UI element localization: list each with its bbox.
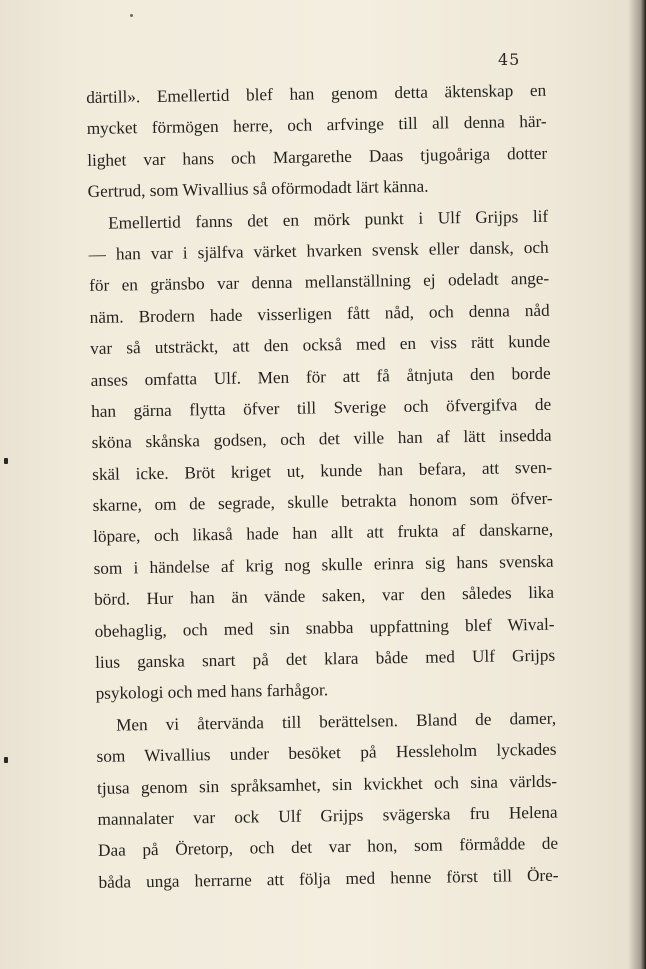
text-line: båda unga herrarne att följa med henne först till Öre- <box>98 865 559 892</box>
text-line: psykologi och med hans farhågor. <box>95 680 329 704</box>
text-line: Men vi återvända till berättelsen. Bland de damer, <box>115 708 557 735</box>
text-line: skarne, om de segrade, skulle betrakta honom som öfver- <box>92 488 553 516</box>
text-line: — han var i själfva värket hvarken svensk eller dansk, och <box>88 237 549 264</box>
margin-mark <box>4 458 8 464</box>
text-line: lighet var hans och Margarethe Daas tjugoåriga dotter <box>87 143 548 170</box>
text-line: därtill». Emellertid blef han genom detta äktenskap en <box>86 80 547 107</box>
text-line: tjusa genom sin språksamhet, sin kvickhet och sina världs- <box>96 771 558 798</box>
text-line: mannalater var ock Ulf Grijps svägerska fru Helena <box>97 802 558 829</box>
text-line: anses omfatta Ulf. Men för att få åtnjuta den borde <box>90 363 551 390</box>
text-line: sköna skånska godsen, och det ville han af lätt insedda <box>91 426 552 453</box>
text-line: skäl icke. Bröt kriget ut, kunde han befara, att sven- <box>92 457 553 484</box>
text-line: börd. Hur han än vände saken, var den således lika <box>93 582 555 610</box>
text-line: löpare, och likaså hade han allt att frukta af danskarne, <box>92 520 554 547</box>
text-line: som Wivallius under besöket på Hessleholm lyckades <box>96 739 557 767</box>
margin-mark <box>4 757 8 763</box>
text-line: Gertrud, som Wivallius så oförmodadt lärt känna. <box>87 176 429 202</box>
body-text <box>86 75 559 898</box>
text-line: mycket förmögen herre, och arfvinge till all denna här- <box>86 112 547 139</box>
text-line: Daa på Öretorp, och det var hon, som förmådde de <box>97 834 559 861</box>
page-number: 45 <box>498 50 521 69</box>
paper-speck <box>130 14 133 17</box>
text-line: obehaglig, och med sin snabba uppfattning blef Wival- <box>94 614 555 641</box>
text-line: Emellertid fanns det en mörk punkt i Ulf Grijps lif <box>108 206 549 233</box>
text-line: lius ganska snart på det klara både med Ulf Grijps <box>94 645 556 672</box>
text-line: som i händelse af krig nog skulle erinra sig hans svenska <box>93 551 554 578</box>
text-line: han gärna flytta öfver till Sverige och öfvergifva de <box>91 394 552 421</box>
text-line: näm. Brodern hade visserligen fått nåd, och denna nåd <box>89 300 550 327</box>
text-line: för en gränsbo var denna mellanställning ej odeladt ange- <box>89 269 550 296</box>
text-line: var så utsträckt, att den också med en viss rätt kunde <box>90 331 551 359</box>
